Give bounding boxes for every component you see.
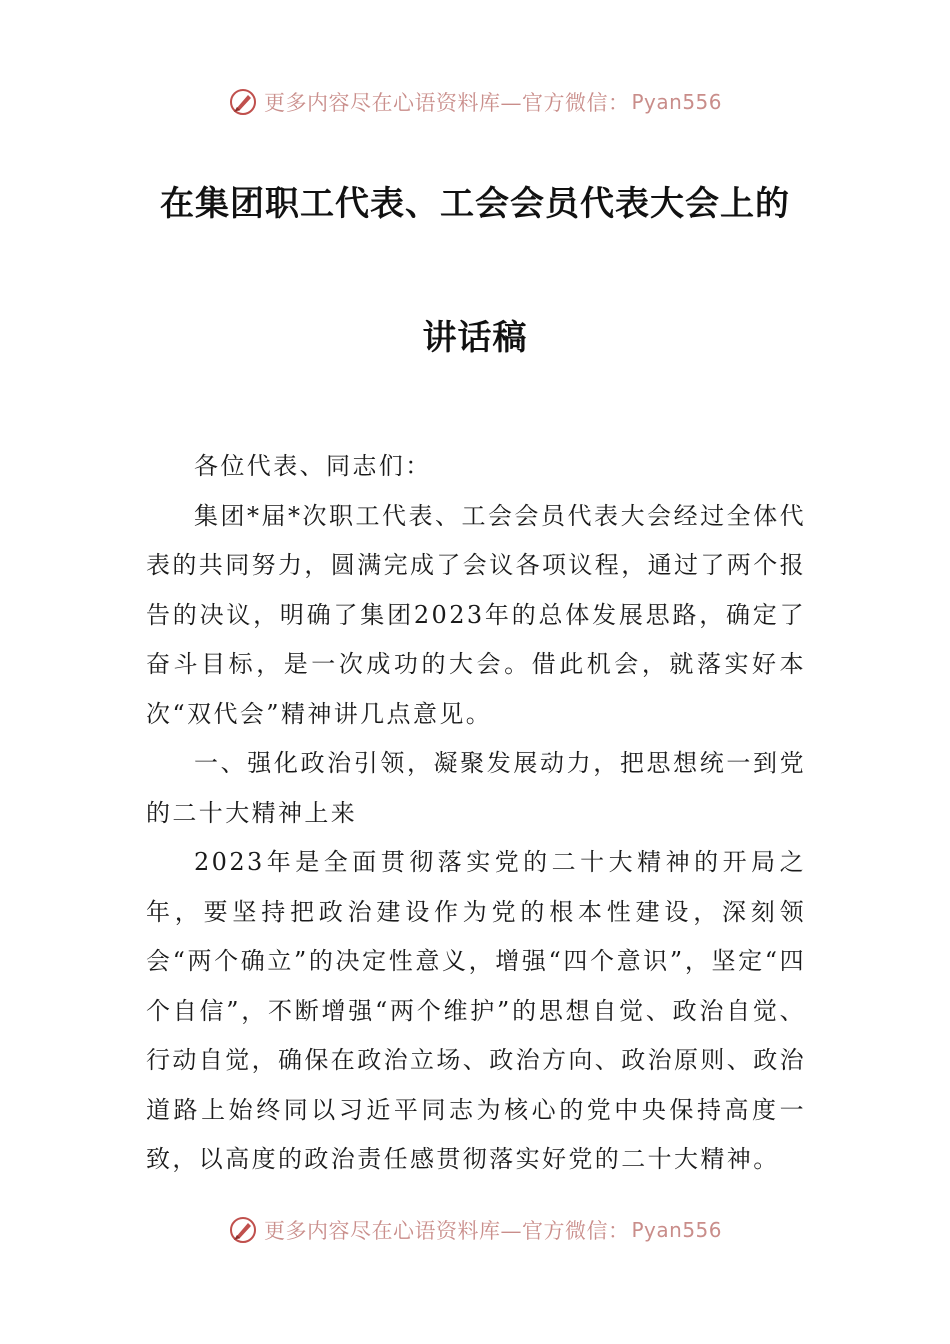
pen-logo-icon	[228, 87, 258, 117]
document-title-line-2: 讲话稿	[422, 318, 528, 358]
document-body	[146, 442, 806, 1185]
watermark-text: 更多内容尽在心语资料库—官方微信：	[263, 91, 630, 115]
paragraph-intro: 集团*届*次职工代表、工会会员代表大会经过全体代表的共同努力，圆满完成了会议各项议程，通过了两个报告的决议，明确了集团2023年的总体发展思路，确定了奋斗目标，是一次成功的大会。借此机会，就落实好本次“双代会”精神讲几点意见。	[146, 501, 806, 728]
watermark-handle: Pyan556	[631, 90, 722, 114]
watermark-text: 更多内容尽在心语资料库—官方微信：	[263, 1219, 630, 1243]
paragraph-section-body: 2023年是全面贯彻落实党的二十大精神的开局之年，要坚持把政治建设作为党的根本性建设，深刻领会“两个确立”的决定性意义，增强“四个意识”，坚定“四个自信”，不断增强“两个维护”的思想自觉、政治自觉、行动自觉，确保在政治立场、政治方向、政治原则、政治道路上始终同以习近平同志为核心的党中央保持高度一致，以高度的政治责任感贯彻落实好党的二十大精神。	[146, 848, 806, 1173]
document-title-line-1: 在集团职工代表、工会会员代表大会上的	[160, 184, 790, 224]
pen-logo-icon	[228, 1215, 258, 1245]
paragraph-salutation: 各位代表、同志们：	[194, 452, 432, 480]
watermark-header	[0, 82, 950, 122]
watermark-handle: Pyan556	[631, 1218, 722, 1242]
watermark-footer	[0, 1210, 950, 1250]
paragraph-section-heading: 一、强化政治引领，凝聚发展动力，把思想统一到党的二十大精神上来	[146, 749, 806, 827]
